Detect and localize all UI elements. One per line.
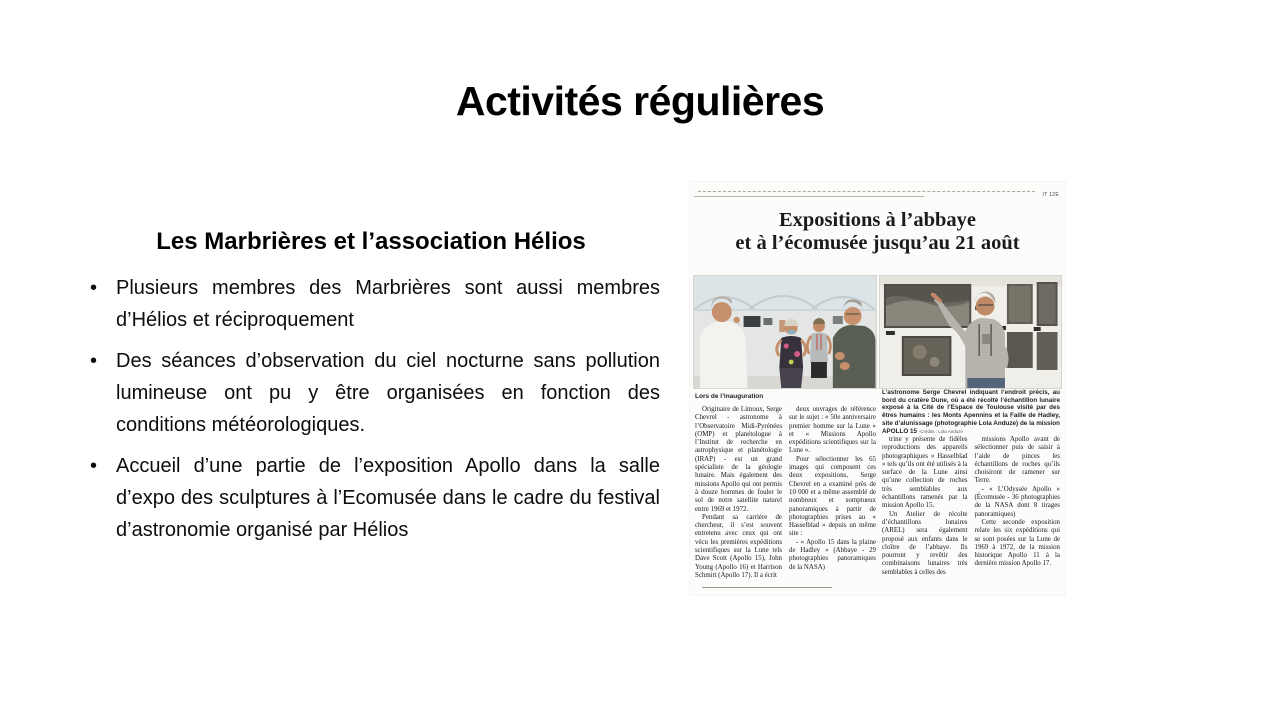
article-paragraph: Un Atelier de récolte d’échantillons lunaires (AREL) sera également proposé aux enfants dans le cloître de l’abbaye. Ils pourront y revêtir des combinaisons lunaires très semblables à celles des: [882, 510, 968, 576]
article-paragraph: deux ouvrages de référence sur le sujet : « 50e anniversaire premier homme sur la Lune » et « Missions Apollo expéditions scientifiques sur la Lune ».: [789, 406, 876, 455]
headline-line: Expositions à l’abbaye: [778, 209, 977, 231]
bullet-text: Plusieurs membres des Marbrières sont aussi membres d’Hélios et réciproquement: [116, 277, 660, 331]
bullet-icon: [90, 345, 97, 377]
photo-inauguration: [694, 276, 876, 388]
article-paragraph: Pour sélectionner les 65 images qui composent ces deux expositions, Serge Chevrel en a examiné près de 10 000 et a même assemblé de nombreux et somptueux panoramiques à partir de photographies prises au « Hasselblad » depuis un même site :: [789, 455, 876, 538]
clipping-top-rule: [698, 191, 1035, 192]
article-paragraph: Pendant sa carrière de chercheur, il s’est souvent entretenu avec ceux qui ont vécu les premières expéditions scientifiques sur la Lune tels Dave Scott (Apollo 15), John Young (Apollo 16) et Harrison Schmitt (Apollo 17). Il a écrit: [695, 513, 782, 579]
bullet-text: Des séances d’observation du ciel nocturne sans pollution lumineuse ont pu y être organisées en fonction des conditions météorologiques.: [116, 350, 660, 436]
photo-astronomer: [880, 276, 1062, 388]
photo-caption-left: Lors de l’inauguration: [695, 393, 764, 400]
bullet-list: [82, 272, 660, 546]
article-paragraph: Cette seconde exposition relate les six expéditions qui se sont posées sur la Lune de 1969 à 1972, de la mission historique Apollo 11 à la dernière mission Apollo 17.: [974, 518, 1060, 568]
bullet-icon: [90, 272, 97, 304]
bullet-item: [82, 272, 660, 336]
photo-caption-right: [882, 389, 1060, 435]
bullet-text: Accueil d’une partie de l’exposition Apollo dans la salle d’expo des sculptures à l’Ecomusée dans le cadre du festival d’astronomie organisé par Hélios: [116, 455, 660, 541]
photo-caption-right-text: L’astronome Serge Chevrel indiquant l’endroit précis, au bord du cratère Dune, où a été récolté l’échantillon lunaire exposé à la Cité de l’Espace de Toulouse visité par des êtres humains : les Monts Apennins et la Faille de Hadley, site d’alunissage (photographie Lola Anduze) de la mission APOLLO 15: [882, 389, 1060, 435]
content-block: [82, 228, 660, 555]
headline-line: et à l’écomusée jusqu’au 21 août: [735, 232, 1020, 254]
clipping-bottom-rule: [702, 587, 832, 588]
newspaper-headline: [690, 209, 1065, 255]
inauguration-photo-illustration: [694, 276, 876, 388]
article-paragraph: - « Apollo 15 dans la plaine de Hadley » (Abbaye - 29 photographies panoramiques de la NASA): [789, 538, 876, 571]
article-paragraph: missions Apollo avant de sélectionner puis de saisir à l’aide de pinces les échantillons de roches qu’ils choisiront de ramener sur Terre.: [974, 436, 1060, 485]
section-heading: Les Marbrières et l’association Hélios: [156, 228, 586, 255]
masthead-note: IT 12E: [1042, 192, 1059, 198]
bullet-icon: [90, 450, 97, 482]
page-title: Activités régulières: [455, 78, 825, 124]
article-paragraph: Originaire de Limoux, Serge Chevrel - astronome à l’Observatoire Midi-Pyrénées (OMP) et planétologue à l’Institut de recherche en astrophysique et planétologie (IRAP) - est un grand spécialiste de la géologie lunaire. Mais également des missions Apollo qui ont permis à douze hommes de fouler le sol de notre satellite naturel entre 1969 et 1972.: [695, 406, 782, 513]
article-paragraph: - « L’Odyssée Apollo » (Écomusée - 36 photographies de la NASA dont 8 tirages panoramiques): [974, 485, 1060, 518]
bullet-item: [82, 450, 660, 546]
article-columns-right: [882, 436, 1060, 588]
clipping-top-rule-2: [694, 196, 924, 197]
bullet-item: [82, 345, 660, 441]
newspaper-clipping: [690, 182, 1065, 595]
astronomer-photo-illustration: [880, 276, 1062, 388]
article-columns-left: [695, 406, 876, 588]
article-paragraph: trine y présente de fidèles reproductions des appareils photographiques « Hasselblad » tels qu’ils ont été utilisés à la surface de la Lune ainsi qu’une collection de roches très semblables aux échantillons ramenés par la mission Apollo 15.: [882, 436, 968, 510]
newspaper-photos: [694, 276, 1061, 388]
photo-caption-credit: -Crédits : Lola Anduze: [918, 428, 964, 434]
